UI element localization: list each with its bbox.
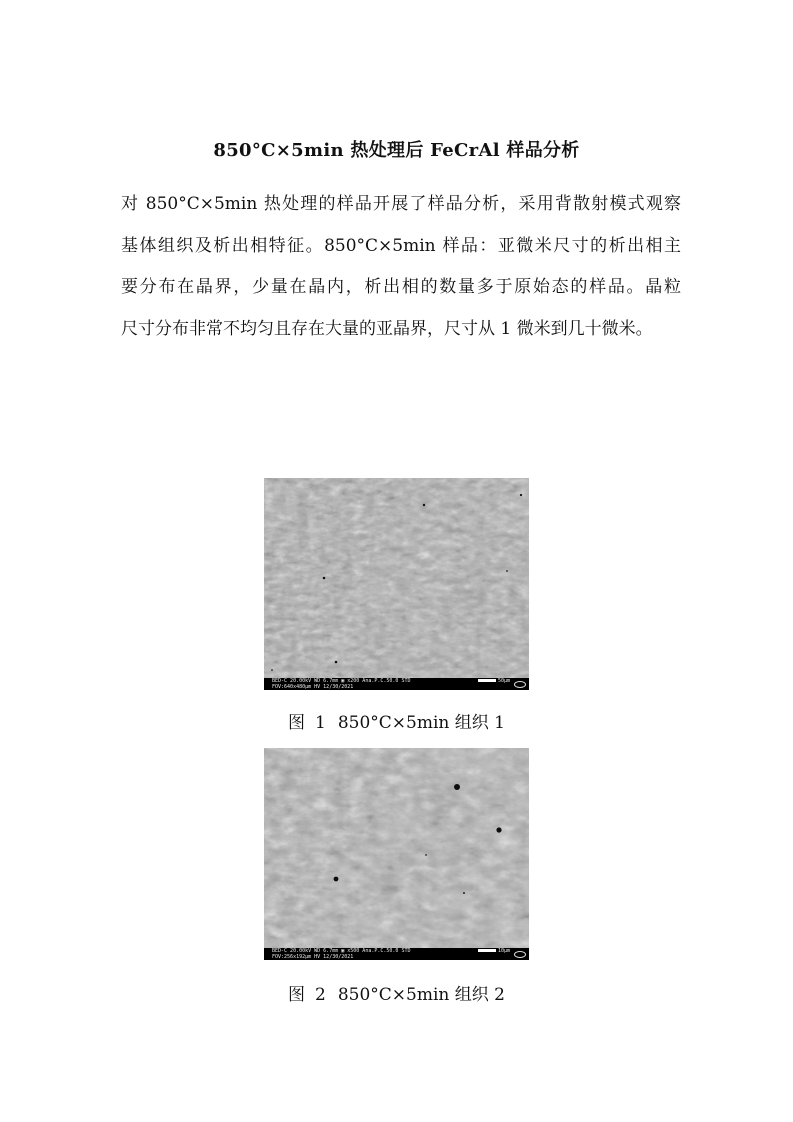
sem-info-bar (264, 678, 529, 690)
figure-caption-2 (0, 980, 793, 1005)
scale-bar-label: 10μm (498, 948, 511, 954)
caption-text: 850°C×5min 组织 1 (337, 713, 505, 733)
caption-text: 850°C×5min 组织 2 (337, 985, 505, 1005)
scale-bar (478, 679, 496, 682)
sem-info-bar (264, 948, 529, 960)
scale-bar (478, 949, 496, 952)
figure-caption-1 (0, 708, 793, 733)
instrument-logo-icon (514, 681, 526, 688)
caption-number: 2 (315, 985, 326, 1005)
info-bar-fov-date: FOV:640x480μm HV 12/30/2021 (272, 684, 354, 690)
caption-prefix: 图 (288, 713, 305, 733)
sem-micrograph-2 (264, 748, 529, 948)
paragraph-line: 尺寸分布非常不均匀且存在大量的亚晶界，尺寸从 1 微米到几十微米。 (121, 318, 653, 339)
paragraph-line: 要分布在晶界，少量在晶内，析出相的数量多于原始态的样品。晶粒 (121, 277, 681, 297)
paragraph-line: 对 850°C×5min 热处理的样品开展了样品分析，采用背散射模式观察 (121, 194, 681, 214)
caption-number: 1 (315, 713, 326, 733)
body-paragraph (121, 184, 681, 350)
figure-1 (264, 478, 529, 690)
scale-bar-label: 50μm (498, 678, 511, 684)
paragraph-line: 基体组织及析出相特征。850°C×5min 样品：亚微米尺寸的析出相主 (121, 235, 681, 256)
figure-2 (264, 748, 529, 960)
info-bar-fov-date: FOV:256x192μm HV 12/30/2021 (272, 954, 354, 960)
page-title: 850°C×5min 热处理后 FeCrAl 样品分析 (213, 140, 580, 161)
info-bar-parameters: BED-C 20.00kV WD 6.7mm ▣ x200 Ana.P.C.50.0 STD (272, 678, 411, 684)
caption-prefix: 图 (288, 985, 305, 1005)
sem-micrograph-1 (264, 478, 529, 678)
instrument-logo-icon (514, 951, 526, 958)
info-bar-parameters: BED-C 20.00kV WD 6.7mm ▣ x500 Ana.P.C.50.0 STD (272, 948, 411, 954)
